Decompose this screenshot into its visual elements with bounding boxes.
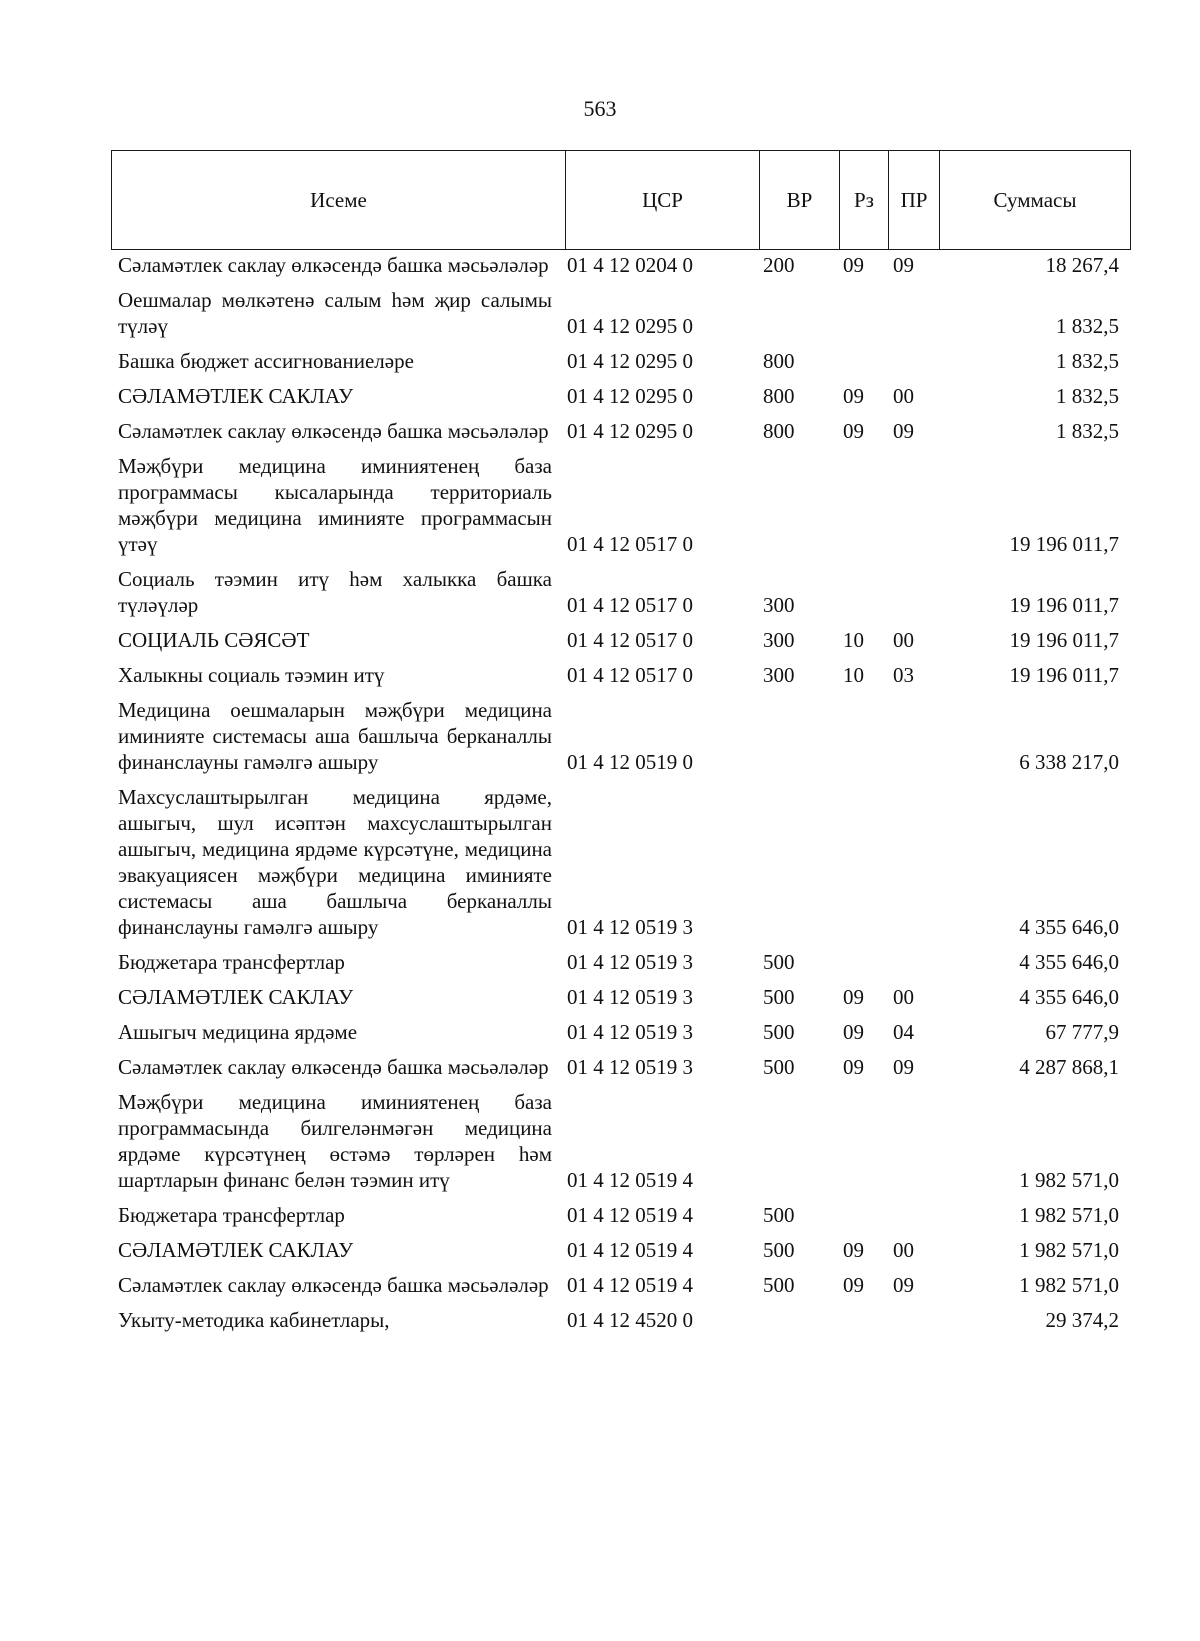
cell-vr: 500 (763, 1020, 795, 1044)
column-header-vr: ВР (760, 151, 840, 249)
cell-pr: 00 (893, 1238, 914, 1262)
cell-pr: 09 (893, 419, 914, 443)
cell-name: Укыту-методика кабинетлары, (118, 1308, 390, 1332)
cell-rz: 09 (843, 1273, 864, 1297)
cell-rz: 10 (843, 663, 864, 687)
cell-name: Социаль тәэмин итү һәм халыкка башка түләүләр (118, 567, 552, 617)
cell-csr: 01 4 12 0519 3 (567, 1055, 693, 1079)
cell-csr: 01 4 12 0295 0 (567, 349, 693, 373)
cell-name: Бюджетара трансфертлар (118, 950, 345, 974)
cell-csr: 01 4 12 0517 0 (567, 663, 693, 687)
table-row (111, 383, 1131, 409)
column-header-csr: ЦСР (566, 151, 760, 249)
cell-name: Сәламәтлек саклау өлкәсендә башка мәсьәләләр (118, 419, 549, 443)
column-header-rz: Рз (840, 151, 889, 249)
cell-name: Халыкны социаль тәэмин итү (118, 663, 385, 687)
cell-name: Сәламәтлек саклау өлкәсендә башка мәсьәләләр (118, 253, 549, 277)
cell-name: СӘЛАМӘТЛЕК САКЛАУ (118, 985, 354, 1009)
table-row (111, 627, 1131, 653)
cell-rz: 09 (843, 1238, 864, 1262)
table-row (111, 1307, 1131, 1333)
cell-csr: 01 4 12 0295 0 (567, 314, 693, 338)
cell-vr: 300 (763, 593, 795, 617)
cell-csr: 01 4 12 0519 4 (567, 1238, 693, 1262)
cell-sum: 19 196 011,7 (1009, 628, 1119, 652)
cell-vr: 800 (763, 384, 795, 408)
table-row (111, 1019, 1131, 1045)
table-row (111, 252, 1131, 278)
cell-sum: 1 832,5 (1056, 419, 1119, 443)
table-row (111, 662, 1131, 688)
cell-vr: 500 (763, 1203, 795, 1227)
cell-sum: 1 982 571,0 (1019, 1238, 1119, 1262)
cell-sum: 6 338 217,0 (1019, 750, 1119, 774)
cell-pr: 09 (893, 1055, 914, 1079)
cell-rz: 09 (843, 1020, 864, 1044)
cell-name: Оешмалар мөлкәтенә салым һәм җир салымы түләү (118, 288, 552, 338)
column-header-pr: ПР (889, 151, 940, 249)
cell-pr: 09 (893, 253, 914, 277)
cell-vr: 500 (763, 985, 795, 1009)
table-row (111, 1272, 1131, 1298)
cell-csr: 01 4 12 0519 4 (567, 1203, 693, 1227)
cell-csr: 01 4 12 0519 3 (567, 915, 693, 939)
cell-name: СОЦИАЛЬ СӘЯСӘТ (118, 628, 310, 652)
table-row (111, 784, 1131, 940)
cell-pr: 00 (893, 985, 914, 1009)
cell-sum: 1 982 571,0 (1019, 1273, 1119, 1297)
cell-csr: 01 4 12 0295 0 (567, 384, 693, 408)
cell-csr: 01 4 12 0519 3 (567, 1020, 693, 1044)
cell-vr: 500 (763, 950, 795, 974)
cell-csr: 01 4 12 0519 0 (567, 750, 693, 774)
cell-sum: 19 196 011,7 (1009, 593, 1119, 617)
cell-vr: 300 (763, 663, 795, 687)
cell-vr: 800 (763, 349, 795, 373)
table-row (111, 348, 1131, 374)
cell-name: Сәламәтлек саклау өлкәсендә башка мәсьәләләр (118, 1273, 549, 1297)
cell-sum: 19 196 011,7 (1009, 663, 1119, 687)
table-row (111, 1237, 1131, 1263)
table-row (111, 984, 1131, 1010)
cell-csr: 01 4 12 0517 0 (567, 532, 693, 556)
cell-sum: 4 355 646,0 (1019, 985, 1119, 1009)
cell-name: Медицина оешмаларын мәҗбүри медицина иминияте системасы аша башлыча берканаллы финанслауны гамәлгә ашыру (118, 698, 552, 774)
cell-csr: 01 4 12 0519 3 (567, 985, 693, 1009)
table-row (111, 453, 1131, 557)
cell-pr: 09 (893, 1273, 914, 1297)
cell-pr: 03 (893, 663, 914, 687)
cell-sum: 4 355 646,0 (1019, 915, 1119, 939)
cell-sum: 4 287 868,1 (1019, 1055, 1119, 1079)
page-number: 563 (583, 96, 617, 121)
table-row (111, 949, 1131, 975)
cell-csr: 01 4 12 0204 0 (567, 253, 693, 277)
cell-sum: 1 832,5 (1056, 349, 1119, 373)
cell-sum: 1 832,5 (1056, 314, 1119, 338)
cell-sum: 29 374,2 (1045, 1308, 1119, 1332)
cell-csr: 01 4 12 0519 4 (567, 1168, 693, 1192)
cell-vr: 500 (763, 1273, 795, 1297)
cell-sum: 4 355 646,0 (1019, 950, 1119, 974)
cell-rz: 09 (843, 1055, 864, 1079)
cell-rz: 09 (843, 985, 864, 1009)
cell-rz: 09 (843, 419, 864, 443)
cell-csr: 01 4 12 0519 3 (567, 950, 693, 974)
table-row (111, 287, 1131, 339)
cell-pr: 04 (893, 1020, 914, 1044)
cell-rz: 09 (843, 384, 864, 408)
cell-name: Мәҗбүри медицина иминиятенең база программасы кысаларында территориаль мәҗбүри медицина иминияте программасын үтәү (118, 454, 552, 556)
cell-csr: 01 4 12 0519 4 (567, 1273, 693, 1297)
table-row (111, 418, 1131, 444)
cell-csr: 01 4 12 0517 0 (567, 628, 693, 652)
table-row (111, 1089, 1131, 1193)
cell-vr: 200 (763, 253, 795, 277)
cell-csr: 01 4 12 4520 0 (567, 1308, 693, 1332)
cell-name: СӘЛАМӘТЛЕК САКЛАУ (118, 384, 354, 408)
cell-name: Ашыгыч медицина ярдәме (118, 1020, 358, 1044)
cell-sum: 19 196 011,7 (1009, 532, 1119, 556)
cell-sum: 67 777,9 (1045, 1020, 1119, 1044)
cell-sum: 18 267,4 (1045, 253, 1119, 277)
cell-vr: 300 (763, 628, 795, 652)
cell-sum: 1 832,5 (1056, 384, 1119, 408)
cell-csr: 01 4 12 0517 0 (567, 593, 693, 617)
cell-pr: 00 (893, 384, 914, 408)
cell-name: Башка бюджет ассигнованиеләре (118, 349, 414, 373)
cell-rz: 09 (843, 253, 864, 277)
cell-vr: 800 (763, 419, 795, 443)
cell-vr: 500 (763, 1055, 795, 1079)
column-header-name: Исеме (112, 151, 566, 249)
table-row (111, 697, 1131, 775)
table-row (111, 1054, 1131, 1080)
cell-pr: 00 (893, 628, 914, 652)
cell-sum: 1 982 571,0 (1019, 1203, 1119, 1227)
table-row (111, 1202, 1131, 1228)
table-header (111, 150, 1131, 250)
cell-name: СӘЛАМӘТЛЕК САКЛАУ (118, 1238, 354, 1262)
cell-name: Сәламәтлек саклау өлкәсендә башка мәсьәләләр (118, 1055, 549, 1079)
cell-name: Бюджетара трансфертлар (118, 1203, 345, 1227)
cell-name: Мәҗбүри медицина иминиятенең база программасында билгеләнмәгән медицина ярдәме күрсәтүнең өстәмә төрләрен һәм шартларын финанс белән тәэмин итү (118, 1090, 552, 1192)
cell-rz: 10 (843, 628, 864, 652)
table-body (111, 252, 1131, 1342)
table-row (111, 566, 1131, 618)
cell-vr: 500 (763, 1238, 795, 1262)
cell-sum: 1 982 571,0 (1019, 1168, 1119, 1192)
cell-csr: 01 4 12 0295 0 (567, 419, 693, 443)
column-header-sum: Суммасы (993, 187, 1077, 212)
cell-name: Махсуслаштырылган медицина ярдәме, ашыгыч, шул исәптән махсуслаштырылган ашыгыч, медицина ярдәме күрсәтүне, медицина эвакуациясен мәҗбүри медицина иминияте системасы аша башлыча берканаллы финанслауны гамәлгә ашыру (118, 785, 552, 939)
